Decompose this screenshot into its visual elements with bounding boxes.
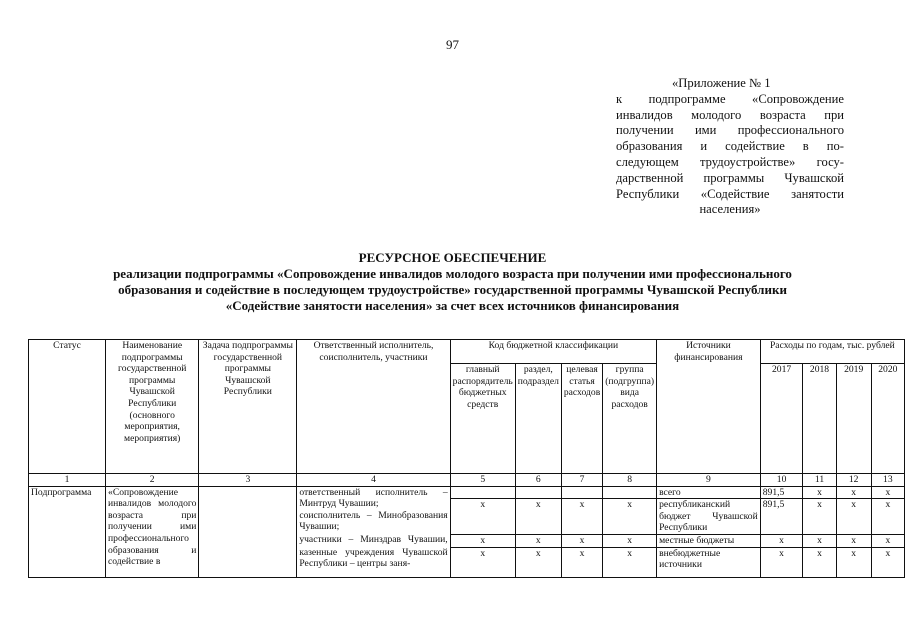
column-number: 6 xyxy=(515,474,561,487)
value-cell: x xyxy=(871,534,904,547)
appendix-line: получении ими профессионального xyxy=(616,123,844,138)
value-cell: x xyxy=(836,499,871,535)
code-cell: x xyxy=(561,547,602,577)
code-cell: x xyxy=(450,499,515,535)
code-cell xyxy=(561,486,602,499)
appendix-line: к подпрограмме «Сопровождение xyxy=(616,91,844,106)
header-year: 2019 xyxy=(836,364,871,474)
code-cell: x xyxy=(603,534,657,547)
code-cell: x xyxy=(561,499,602,535)
code-cell: x xyxy=(603,547,657,577)
resource-table xyxy=(28,339,905,578)
executor-line: ответственный исполнитель – xyxy=(299,486,448,498)
column-number: 3 xyxy=(199,474,297,487)
header-sources: Источники финансирования xyxy=(657,340,761,474)
value-cell: 891,5 xyxy=(760,486,803,499)
source-cell: внебюджетные источники xyxy=(657,547,761,577)
value-cell: x xyxy=(803,547,836,577)
column-number: 8 xyxy=(603,474,657,487)
column-number: 4 xyxy=(297,474,450,487)
document-title: РЕСУРСНОЕ ОБЕСПЕЧЕНИЕ xyxy=(358,250,547,265)
code-cell: x xyxy=(515,534,561,547)
appendix-line: «Приложение № 1 xyxy=(672,76,771,90)
header-status: Статус xyxy=(29,340,106,474)
header-expenses: Расходы по годам, тыс. рублей xyxy=(760,340,904,364)
value-cell: x xyxy=(803,534,836,547)
code-cell: x xyxy=(561,534,602,547)
code-cell: x xyxy=(603,499,657,535)
value-cell: 891,5 xyxy=(760,499,803,535)
value-cell: x xyxy=(836,486,871,499)
value-cell: x xyxy=(871,547,904,577)
code-cell: x xyxy=(515,547,561,577)
code-cell xyxy=(450,486,515,499)
source-cell: всего xyxy=(657,486,761,499)
executor-line: соисполнитель – Минобразования Чувашии; xyxy=(299,509,448,533)
subprogram-name-cell: «Сопровождение инвалидов молодого возраста при получении ими профессионального образования и содействие в xyxy=(106,486,199,577)
header-main-manager: главный распорядитель бюджетных средств xyxy=(450,364,515,474)
appendix-line: образования и содействие в по- xyxy=(616,139,844,154)
header-section: раздел, подраздел xyxy=(515,364,561,474)
appendix-line: Республики «Содействие занятости xyxy=(616,186,844,201)
document-subtitle-line: образования и содействие в последующем трудоустройстве» государственной программы Чувашской Республики xyxy=(118,282,787,297)
value-cell: x xyxy=(803,486,836,499)
column-number: 5 xyxy=(450,474,515,487)
source-cell: местные бюджеты xyxy=(657,534,761,547)
column-number: 11 xyxy=(803,474,836,487)
executor-line: участники – Минздрав Чувашии, xyxy=(299,533,448,545)
value-cell: x xyxy=(760,534,803,547)
value-cell: x xyxy=(836,534,871,547)
document-subtitle-line: реализации подпрограммы «Сопровождение инвалидов молодого возраста при получении ими профессионального xyxy=(113,266,792,281)
header-name: Наименование подпрограммы государственной программы Чувашской Республики (основного мероприятия, мероприятия) xyxy=(106,340,199,474)
header-group: группа (подгруппа) вида расходов xyxy=(603,364,657,474)
appendix-line: населения» xyxy=(699,202,761,217)
code-cell xyxy=(603,486,657,499)
header-year: 2018 xyxy=(803,364,836,474)
column-number: 1 xyxy=(29,474,106,487)
appendix-note xyxy=(616,76,844,218)
code-cell: x xyxy=(515,499,561,535)
status-cell: Подпрограмма xyxy=(29,486,106,577)
header-task: Задача подпрограммы государственной программы Чувашской Республики xyxy=(199,340,297,474)
code-cell xyxy=(515,486,561,499)
executor-line: казенные учреждения Чувашской Республики – центры заня- xyxy=(299,546,448,570)
code-cell: x xyxy=(450,534,515,547)
column-number: 13 xyxy=(871,474,904,487)
value-cell: x xyxy=(871,499,904,535)
appendix-line: инвалидов молодого возраста при xyxy=(616,107,844,122)
value-cell: x xyxy=(760,547,803,577)
column-number: 7 xyxy=(561,474,602,487)
column-number: 10 xyxy=(760,474,803,487)
value-cell: x xyxy=(836,547,871,577)
task-cell xyxy=(199,486,297,577)
column-number: 12 xyxy=(836,474,871,487)
column-number: 2 xyxy=(106,474,199,487)
header-budget-code: Код бюджетной классификации xyxy=(450,340,656,364)
header-year: 2017 xyxy=(760,364,803,474)
executor-cell xyxy=(297,486,450,577)
appendix-line: дарственной программы Чувашской xyxy=(616,170,844,185)
header-executor: Ответственный исполнитель, соисполнитель, участники xyxy=(297,340,450,474)
value-cell: x xyxy=(803,499,836,535)
column-number: 9 xyxy=(657,474,761,487)
code-cell: x xyxy=(450,547,515,577)
value-cell: x xyxy=(871,486,904,499)
header-target: целевая статья расходов xyxy=(561,364,602,474)
header-year: 2020 xyxy=(871,364,904,474)
source-cell: республиканский бюджет Чувашской Республики xyxy=(657,499,761,535)
page-number: 97 xyxy=(446,37,459,52)
document-subtitle-line: «Содействие занятости населения» за счет всех источников финансирования xyxy=(225,298,680,313)
appendix-line: следующем трудоустройстве» госу- xyxy=(616,154,844,169)
executor-line: Минтруд Чувашии; xyxy=(299,498,379,510)
